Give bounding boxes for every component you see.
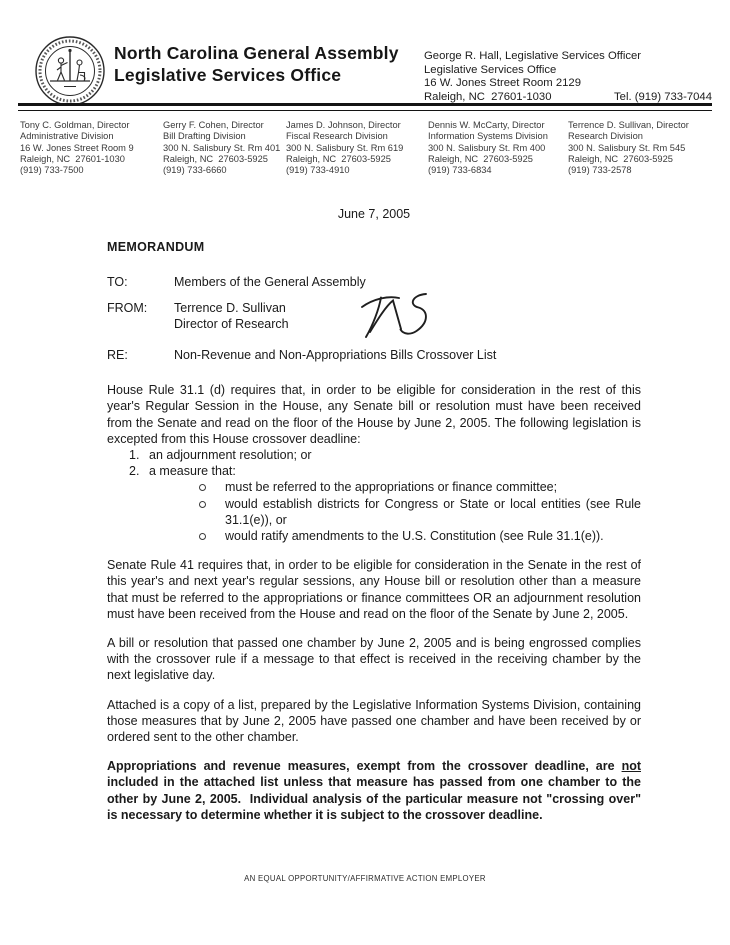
directors-row	[20, 120, 714, 176]
officer-telephone: Tel. (919) 733-7044	[614, 90, 712, 103]
underlined-not: not	[621, 759, 641, 774]
officer-name: George R. Hall, Legislative Services Officer	[424, 50, 642, 62]
from-name: Terrence D. Sullivan	[174, 300, 286, 315]
director-division: Fiscal Research Division	[286, 131, 388, 142]
director-city: Raleigh, NC 27603-5925	[286, 153, 391, 164]
officer-contact-block	[424, 50, 712, 104]
paragraph-attached-list: Attached is a copy of a list, prepared by the Legislative Information Systems Division, containing those measures that by June 2, 2005 have passed one chamber and have been received by or ordered sent to the other chamber.	[107, 697, 641, 745]
circle-bullet-icon	[199, 496, 225, 528]
from-label: FROM:	[107, 300, 148, 315]
director-city: Raleigh, NC 27603-5925	[428, 153, 533, 164]
director-division: Bill Drafting Division	[163, 131, 246, 142]
from-title: Director of Research	[174, 316, 289, 331]
director-name: Gerry F. Cohen, Director	[163, 120, 264, 130]
director-address: 300 N. Salisbury St. Rm 400	[428, 142, 546, 153]
director-name: Terrence D. Sullivan, Director	[568, 120, 689, 130]
director-division: Research Division	[568, 131, 643, 142]
memo-date: June 7, 2005	[337, 207, 411, 221]
memo-from-row	[107, 300, 641, 332]
to-label: TO:	[107, 275, 128, 290]
director-block	[20, 120, 163, 176]
list-marker: 2.	[129, 464, 140, 479]
director-block	[286, 120, 428, 176]
director-city: Raleigh, NC 27603-5925	[163, 153, 268, 164]
director-division: Administrative Division	[20, 131, 114, 142]
re-label: RE:	[107, 348, 128, 363]
letterhead-title	[114, 42, 399, 86]
paragraph-senate-rule: Senate Rule 41 requires that, in order to be eligible for consideration in the Senate in the rest of this year's and next year's regular sessions, any House bill or resolution other than a measure that must be referred to the appropriations or finance committees OR an adjournment resolution must have been received from the House and read on the floor of the Senate by June 2, 2005.	[107, 558, 641, 621]
officer-office: Legislative Services Office	[424, 63, 557, 76]
sub-item-text: would establish districts for Congress or State or local entities (see Rule 31.1(e)), or	[225, 496, 641, 527]
director-city: Raleigh, NC 27603-5925	[568, 153, 673, 164]
sub-item-text: must be referred to the appropriations or finance committee;	[225, 480, 558, 495]
list-item	[107, 463, 641, 479]
director-phone: (919) 733-4910	[286, 165, 350, 176]
director-city: Raleigh, NC 27601-1030	[20, 153, 125, 164]
sub-list-item	[107, 479, 641, 495]
sub-item-text: would ratify amendments to the U.S. Constitution (see Rule 31.1(e)).	[225, 529, 604, 544]
bold-text-lead: Appropriations and revenue measures, exempt from the crossover deadline, are	[107, 759, 622, 774]
bold-text-tail: included in the attached list unless that measure has passed from one chamber to the other by June 2, 2005. Individual analysis of the particular measure not "crossing over" is necessary to determine whether it is subject to the crossover deadline.	[107, 759, 645, 822]
to-value: Members of the General Assembly	[174, 275, 366, 290]
officer-address: 16 W. Jones Street Room 2129	[424, 77, 581, 90]
list-item	[107, 447, 641, 463]
director-name: Dennis W. McCarty, Director	[428, 120, 545, 130]
director-address: 300 N. Salisbury St. Rm 545	[568, 142, 686, 153]
circle-bullet-icon	[199, 528, 225, 544]
paragraph-appropriations-bold	[107, 758, 645, 823]
org-name-line1: North Carolina General Assembly	[114, 43, 399, 63]
memo-re-row	[107, 347, 641, 363]
list-item-text: a measure that:	[149, 464, 236, 479]
paragraph-house-rule: House Rule 31.1 (d) requires that, in order to be eligible for consideration in the rest of this year's Regular Session in the House, any Senate bill or resolution must have been received from the Senate and read on the floor of the House by June 2, 2005. The following legislation is excepted from this House crossover deadline:	[107, 383, 641, 446]
circle-bullet-icon	[199, 479, 225, 495]
sub-list-item	[107, 528, 641, 544]
director-division: Information Systems Division	[428, 131, 548, 142]
director-address: 300 N. Salisbury St. Rm 619	[286, 142, 404, 153]
director-name: James D. Johnson, Director	[286, 120, 401, 130]
director-block	[568, 120, 712, 176]
org-name-line2: Legislative Services Office	[114, 65, 342, 85]
director-address: 16 W. Jones Street Room 9	[20, 142, 134, 153]
director-block	[163, 120, 286, 176]
director-phone: (919) 733-6660	[163, 165, 227, 176]
nc-state-seal-icon	[33, 34, 107, 108]
handwritten-signature-tds	[355, 286, 447, 348]
equal-opportunity-footer: AN EQUAL OPPORTUNITY/AFFIRMATIVE ACTION EMPLOYER	[244, 874, 486, 883]
memo-body	[107, 206, 645, 823]
director-phone: (919) 733-2578	[568, 165, 632, 176]
re-value: Non-Revenue and Non-Appropriations Bills Crossover List	[174, 348, 497, 363]
sub-list-item	[107, 496, 641, 528]
director-phone: (919) 733-6834	[428, 165, 492, 176]
director-address: 300 N. Salisbury St. Rm 401	[163, 142, 281, 153]
director-phone: (919) 733-7500	[20, 165, 84, 176]
letterhead-divider	[18, 103, 712, 111]
officer-city: Raleigh, NC 27601-1030	[424, 90, 552, 103]
paragraph-engrossed: A bill or resolution that passed one chamber by June 2, 2005 and is being engrossed complies with the crossover rule if a message to that effect is received in the receiving chamber by the next legislative day.	[107, 636, 641, 683]
list-item-text: an adjournment resolution; or	[149, 448, 312, 463]
list-marker: 1.	[129, 448, 140, 463]
director-name: Tony C. Goldman, Director	[20, 120, 130, 130]
director-block	[428, 120, 568, 176]
memo-heading: MEMORANDUM	[107, 240, 205, 255]
